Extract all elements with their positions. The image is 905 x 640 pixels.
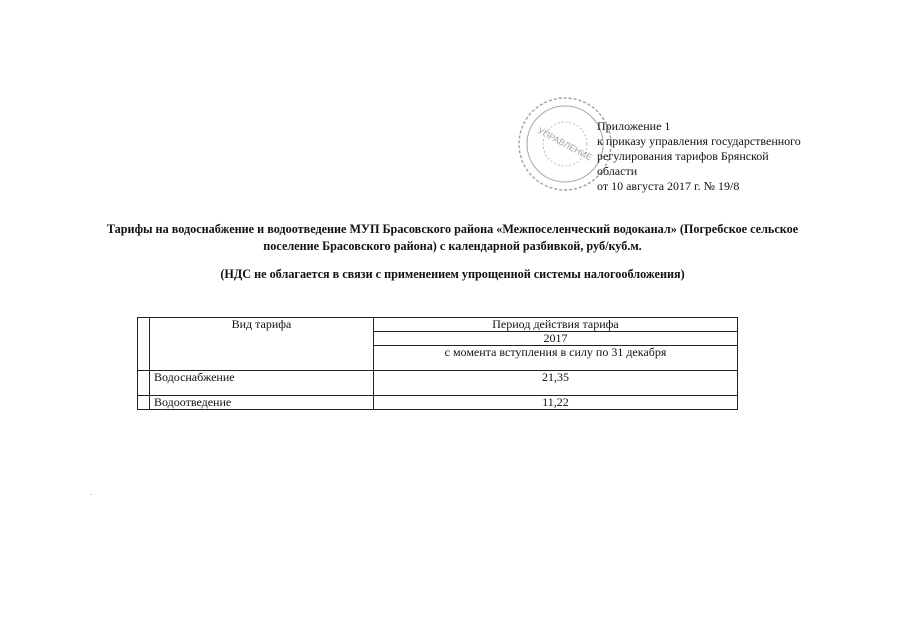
tariff-table (137, 317, 738, 410)
tariff-name-cell: Водоснабжение (150, 371, 374, 396)
header-period-range: с момента вступления в силу по 31 декабря (374, 346, 738, 371)
header-year: 2017 (374, 332, 738, 346)
tariff-name-cell: Водоотведение (150, 396, 374, 410)
table-row (138, 318, 738, 332)
header-period: Период действия тарифа (374, 318, 738, 332)
row-number-cell (138, 318, 150, 371)
stamp-text: УПРАВЛЕНИЕ (535, 125, 595, 163)
vat-note: (НДС не облагается в связи с применением упрощенной системы налогообложения) (220, 267, 685, 281)
appendix-line: к приказу управления государственного (597, 134, 801, 148)
tariff-value-cell: 21,35 (374, 371, 738, 396)
row-number-cell (138, 396, 150, 410)
appendix-line: от 10 августа 2017 г. № 19/8 (597, 179, 740, 193)
header-tariff-type: Вид тарифа (150, 318, 374, 371)
scan-speck (91, 494, 92, 495)
appendix-line: Приложение 1 (597, 119, 671, 133)
title-line: поселение Брасовского района) с календарной разбивкой, руб/куб.м. (263, 239, 642, 253)
tariff-value-cell: 11,22 (374, 396, 738, 410)
appendix-block (597, 119, 837, 194)
table-row (138, 371, 738, 396)
table-row (138, 396, 738, 410)
row-number-cell (138, 371, 150, 396)
title-line: Тарифы на водоснабжение и водоотведение МУП Брасовского района «Межпоселенческий водоканал» (Погребское сельское (106, 222, 799, 236)
document-title (60, 221, 845, 255)
appendix-line: области (597, 164, 638, 178)
appendix-line: регулирования тарифов Брянской (597, 149, 769, 163)
